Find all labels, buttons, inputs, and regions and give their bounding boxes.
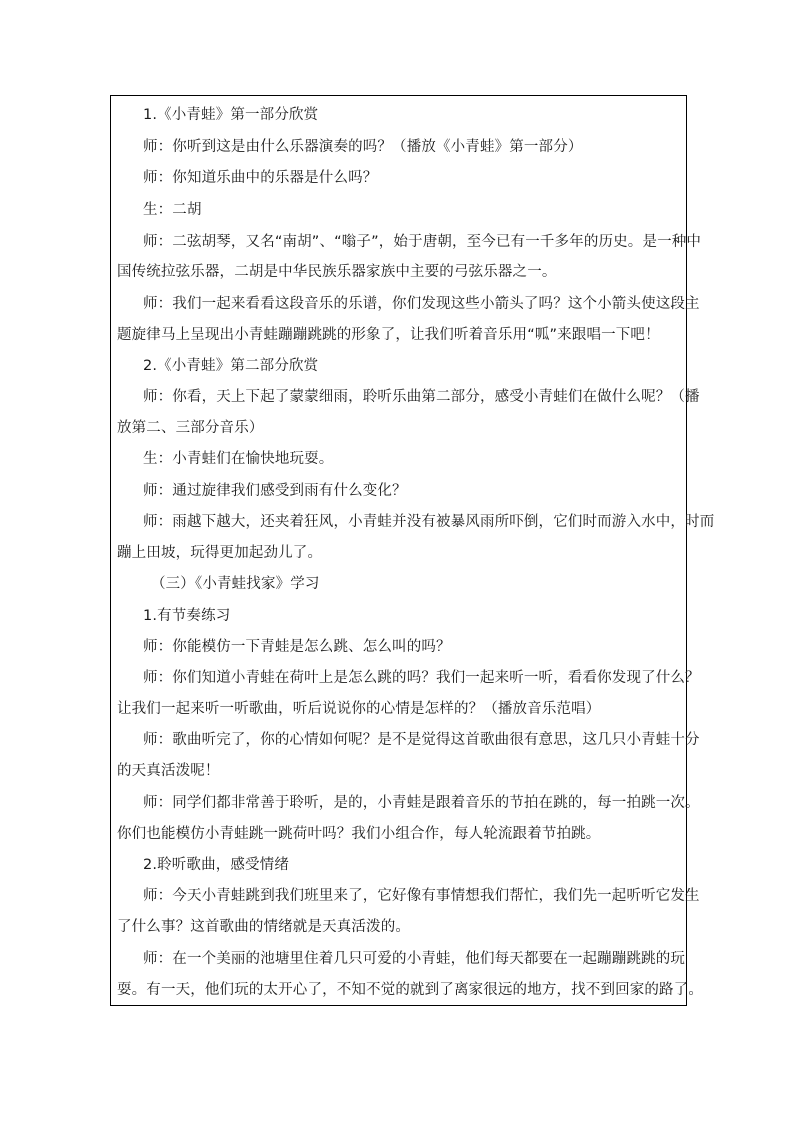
paragraph-line: 师：通过旋律我们感受到雨有什么变化？	[143, 483, 407, 499]
paragraph-line: 蹦上田坡，玩得更加起劲儿了。	[117, 545, 323, 561]
section-heading: （三）《小青蛙找家》学习	[151, 576, 320, 592]
subheading: 2.聆听歌曲，感受情绪	[143, 857, 289, 873]
paragraph-line: 放第二、三部分音乐）	[117, 420, 264, 436]
paragraph-line: 师：今天小青蛙跳到我们班里来了，它好像有事情想我们帮忙，我们先一起听听它发生	[143, 888, 700, 904]
paragraph-line: 师：你看，天上下起了蒙蒙细雨，聆听乐曲第二部分，感受小青蛙们在做什么呢？（播	[143, 389, 700, 405]
paragraph-line: 师：同学们都非常善于聆听，是的，小青蛙是跟着音乐的节拍在跳的，每一拍跳一次。	[143, 795, 700, 811]
paragraph-line: 师：你能模仿一下青蛙是怎么跳、怎么叫的吗？	[143, 639, 451, 655]
paragraph-line: 题旋律马上呈现出小青蛙蹦蹦跳跳的形象了，让我们听着音乐用“呱”来跟唱一下吧！	[117, 327, 660, 343]
paragraph-line: 师：二弦胡琴，又名“南胡”、“嗡子”，始于唐朝，至今已有一千多年的历史。是一种中	[143, 234, 702, 250]
paragraph-line: 让我们一起来听一听歌曲，听后说说你的心情是怎样的？（播放音乐范唱）	[117, 701, 601, 717]
paragraph-line: 耍。有一天，他们玩的太开心了，不知不觉的就到了离家很远的地方，找不到回家的路了。	[117, 982, 703, 998]
paragraph-line: 国传统拉弦乐器，二胡是中华民族乐器家族中主要的弓弦乐器之一。	[117, 264, 557, 280]
paragraph-line: 师：歌曲听完了，你的心情如何呢？是不是觉得这首歌曲很有意思，这几只小青蛙十分	[143, 732, 700, 748]
paragraph-line: 了什么事？这首歌曲的情绪就是天真活泼的。	[117, 919, 410, 935]
paragraph-line: 师：你知道乐曲中的乐器是什么吗？	[143, 170, 378, 186]
paragraph-line: 师：你们知道小青蛙在荷叶上是怎么跳的吗？我们一起来听一听，看看你发现了什么？	[143, 670, 700, 686]
paragraph-line: 师：在一个美丽的池塘里住着几只可爱的小青蛙，他们每天都要在一起蹦蹦跳跳的玩	[143, 951, 686, 967]
paragraph-line: 你们也能模仿小青蛙跳一跳荷叶吗？我们小组合作，每人轮流跟着节拍跳。	[117, 826, 601, 842]
heading-part2: 2.《小青蛙》第二部分欣赏	[143, 358, 319, 374]
paragraph-line: 师：我们一起来看看这段音乐的乐谱，你们发现这些小箭头了吗？这个小箭头使这段主	[143, 296, 700, 312]
paragraph-line: 的天真活泼呢！	[117, 763, 220, 779]
paragraph-line: 生：小青蛙们在愉快地玩耍。	[143, 451, 334, 467]
paragraph-line: 师：雨越下越大，还夹着狂风，小青蛙并没有被暴风雨所吓倒，它们时而游入水中，时而	[143, 514, 715, 530]
paragraph-line: 师：你听到这是由什么乐器演奏的吗？（播放《小青蛙》第一部分）	[143, 139, 583, 155]
subheading: 1.有节奏练习	[143, 608, 231, 624]
paragraph-line: 生：二胡	[143, 202, 202, 218]
heading-part1: 1.《小青蛙》第一部分欣赏	[143, 107, 319, 123]
